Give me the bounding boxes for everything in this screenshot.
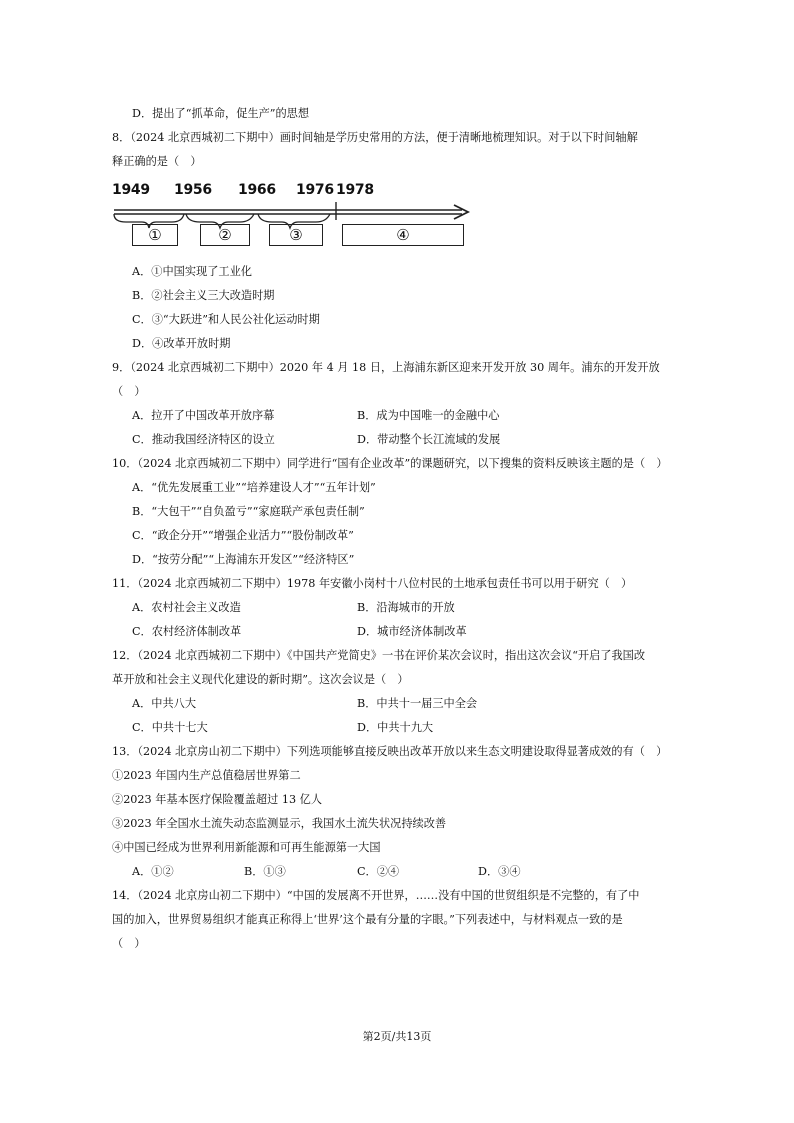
q8-stem-line2: 释正确的是（ ） [112,155,202,168]
q11-option-b: B．沿海城市的开放 [357,601,455,614]
q13-item-1: ①2023 年国内生产总值稳居世界第二 [112,769,301,782]
timeline-year-1956: 1956 [174,182,212,198]
q12-stem-line1: 12．（2024 北京西城初二下期中）《中国共产党简史》一书在评价某次会议时，指出这次会议“开启了我国改 [112,649,646,662]
q8-option-b: B．②社会主义三大改造时期 [132,289,275,302]
timeline-segment-4: ④ [342,224,464,246]
q10-option-d: D．“按劳分配”“上海浦东开发区”“经济特区” [132,553,355,566]
q9-stem-line2: （ ） [112,385,146,398]
q14-stem-line2: 国的加入，世界贸易组织才能真正称得上‘世界’这个最有分量的字眼。”下列表述中，与材料观点一致的是 [112,913,623,926]
q9-option-a: A．拉开了中国改革开放序幕 [132,409,275,422]
timeline-year-1978: 1978 [336,182,374,198]
q8-timeline [112,182,477,254]
timeline-segment-3: ③ [269,224,323,246]
q12-stem-line2: 革开放和社会主义现代化建设的新时期”。这次会议是（ ） [112,673,409,686]
q13-option-a: A．①② [132,865,174,878]
q14-stem-line3: （ ） [112,937,146,950]
q10-option-a: A．“优先发展重工业”“培养建设人才”“五年计划” [132,481,376,494]
q11-option-c: C．农村经济体制改革 [132,625,242,638]
q13-item-3: ③2023 年全国水土流失动态监测显示，我国水土流失状况持续改善 [112,817,447,830]
q10-option-b: B．“大包干”“自负盈亏”“家庭联产承包责任制” [132,505,365,518]
q9-option-c: C．推动我国经济特区的设立 [132,433,275,446]
q9-stem-line1: 9．（2024 北京西城初二下期中）2020 年 4 月 18 日，上海浦东新区迎来开发开放 30 周年。浦东的开发开放 [112,361,660,374]
q12-option-d: D．中共十九大 [357,721,434,734]
q13-item-4: ④中国已经成为世界利用新能源和可再生能源第一大国 [112,841,381,854]
q9-option-b: B．成为中国唯一的金融中心 [357,409,500,422]
q10-stem: 10．（2024 北京西城初二下期中）同学进行“国有企业改革”的课题研究，以下搜集的资料反映该主题的是（ ） [112,457,668,470]
timeline-segment-2: ② [200,224,250,246]
q8-option-a: A．①中国实现了工业化 [132,265,252,278]
q12-option-c: C．中共十七大 [132,721,208,734]
q11-stem: 11．（2024 北京西城初二下期中）1978 年安徽小岗村十八位村民的土地承包责任书可以用于研究（ ） [112,577,633,590]
q13-option-d: D．③④ [478,865,521,878]
q8-option-d: D．④改革开放时期 [132,337,231,350]
timeline-year-1966: 1966 [238,182,276,198]
q10-option-c: C．“政企分开”“增强企业活力”“股份制改革” [132,529,354,542]
q9-option-d: D．带动整个长江流域的发展 [357,433,501,446]
q13-option-c: C．②④ [357,865,400,878]
q13-option-b: B．①③ [244,865,286,878]
q7-option-d: D．提出了“抓革命，促生产”的思想 [132,107,310,120]
timeline-year-1949: 1949 [112,182,150,198]
q12-option-b: B．中共十一届三中全会 [357,697,478,710]
q11-option-d: D．城市经济体制改革 [357,625,467,638]
timeline-segment-1: ① [132,224,178,246]
q13-stem: 13．（2024 北京房山初二下期中）下列选项能够直接反映出改革开放以来生态文明建设取得显著成效的有（ ） [112,745,668,758]
q11-option-a: A．农村社会主义改造 [132,601,241,614]
page-number: 第2页/共13页 [362,1030,432,1043]
timeline-year-1976: 1976 [296,182,334,198]
q14-stem-line1: 14．（2024 北京房山初二下期中）“中国的发展离不开世界，……没有中国的世贸组织是不完整的，有了中 [112,889,640,902]
q8-option-c: C．③“大跃进”和人民公社化运动时期 [132,313,320,326]
q13-item-2: ②2023 年基本医疗保险覆盖超过 13 亿人 [112,793,323,806]
q12-option-a: A．中共八大 [132,697,197,710]
q8-stem-line1: 8．（2024 北京西城初二下期中）画时间轴是学历史常用的方法，便于清晰地梳理知识。对于以下时间轴解 [112,131,638,144]
